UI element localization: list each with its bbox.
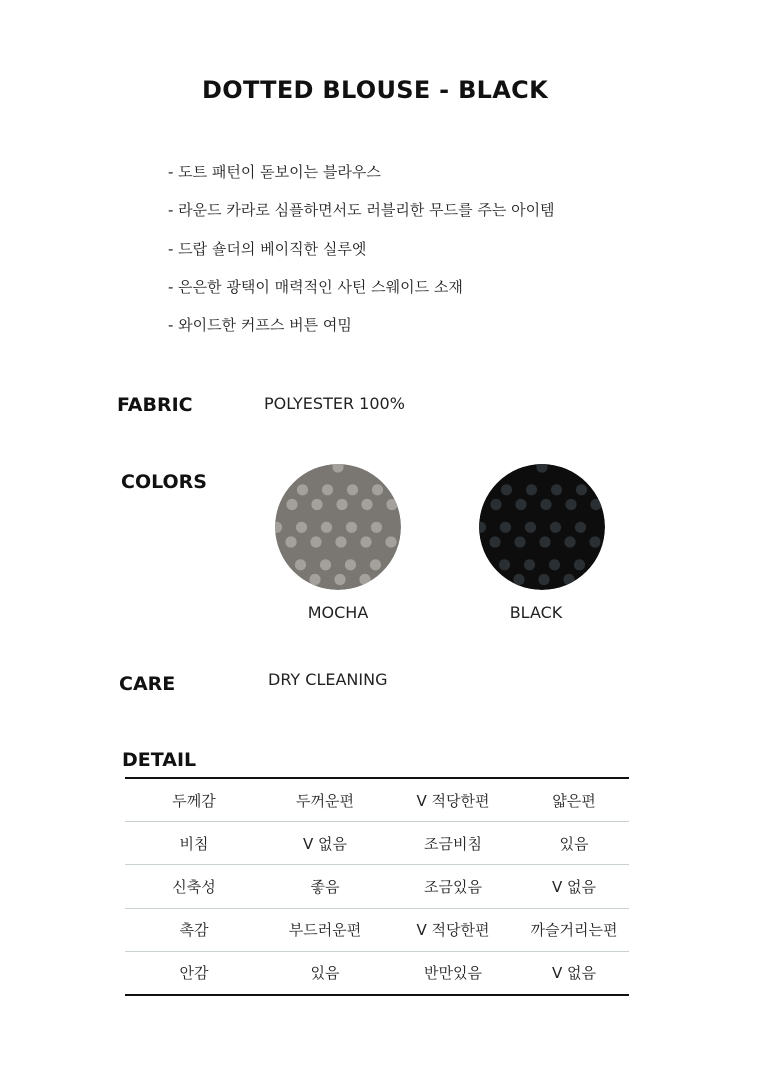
detail-option: 반만있음 bbox=[424, 964, 482, 983]
color-swatch-black[interactable] bbox=[479, 464, 605, 590]
colors-label: COLORS bbox=[121, 471, 207, 493]
table-row bbox=[125, 865, 629, 908]
detail-option: 좋음 bbox=[263, 865, 387, 908]
detail-option: 있음 bbox=[519, 822, 629, 865]
table-row bbox=[125, 778, 629, 822]
feature-item: - 와이드한 커프스 버튼 여밈 bbox=[168, 316, 352, 335]
detail-option: 있음 bbox=[310, 964, 340, 983]
fabric-value: POLYESTER 100% bbox=[264, 394, 405, 413]
feature-item: - 라운드 카라로 심플하면서도 러블리한 무드를 주는 아이템 bbox=[168, 201, 555, 220]
detail-option: 조금있음 bbox=[387, 865, 519, 908]
detail-option: V 없음 bbox=[551, 964, 596, 983]
detail-table bbox=[125, 777, 629, 996]
feature-list bbox=[168, 160, 555, 351]
detail-option: 두꺼운편 bbox=[263, 778, 387, 822]
detail-category: 촉감 bbox=[125, 908, 263, 951]
dot-pattern-icon bbox=[275, 464, 401, 590]
feature-item: - 은은한 광택이 매력적인 사틴 스웨이드 소재 bbox=[168, 277, 463, 296]
detail-option: V 적당한편 bbox=[387, 778, 519, 822]
detail-category: 두께감 bbox=[125, 778, 263, 822]
color-swatch-mocha[interactable] bbox=[275, 464, 401, 590]
dot-pattern-icon bbox=[479, 464, 605, 590]
detail-category: 안감 bbox=[179, 964, 209, 983]
product-title: DOTTED BLOUSE - BLACK bbox=[202, 76, 548, 104]
table-row bbox=[125, 951, 629, 995]
feature-item: - 드랍 숄더의 베이직한 실루엣 bbox=[168, 239, 367, 258]
color-name-mocha: MOCHA bbox=[307, 603, 369, 622]
feature-item: - 도트 패턴이 돋보이는 블라우스 bbox=[168, 163, 381, 181]
detail-label: DETAIL bbox=[122, 749, 197, 771]
detail-option: 까슬거리는편 bbox=[519, 908, 629, 951]
detail-option: V 없음 bbox=[519, 865, 629, 908]
detail-option: V 없음 bbox=[263, 822, 387, 865]
detail-option: 얇은편 bbox=[519, 778, 629, 822]
fabric-label: FABRIC bbox=[117, 394, 193, 416]
detail-option: V 적당한편 bbox=[387, 908, 519, 951]
color-name-black: BLACK bbox=[509, 603, 563, 622]
detail-option: 부드러운편 bbox=[263, 908, 387, 951]
table-row bbox=[125, 908, 629, 951]
care-label: CARE bbox=[119, 673, 176, 695]
table-row bbox=[125, 822, 629, 865]
detail-category: 신축성 bbox=[125, 865, 263, 908]
detail-category: 비침 bbox=[125, 822, 263, 865]
care-value: DRY CLEANING bbox=[268, 670, 388, 689]
detail-option: 조금비침 bbox=[387, 822, 519, 865]
